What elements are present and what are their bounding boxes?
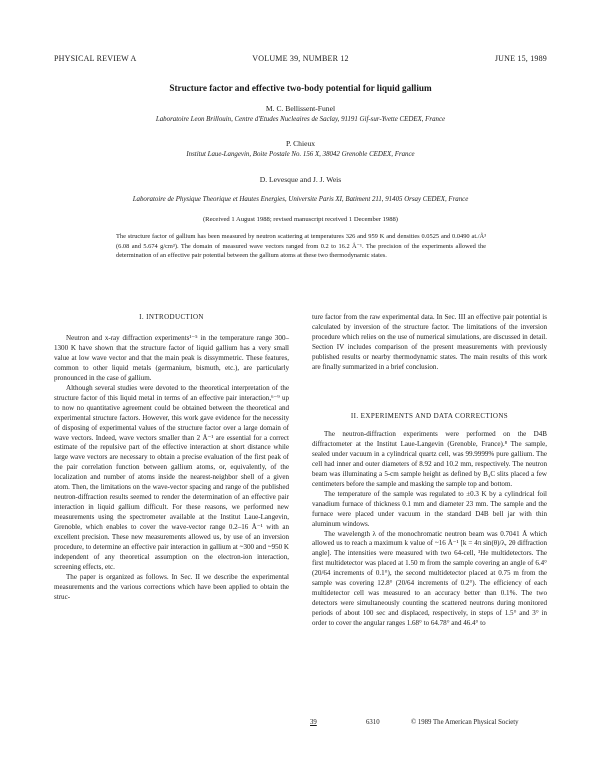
copyright-notice: © 1989 The American Physical Society bbox=[411, 719, 519, 726]
paragraph: The wavelength λ of the monochromatic neutron beam was 0.7041 Å which allowed us to reach a maximum k value of ~16 Å⁻¹ [k = 4π sin(θ)/λ, 2θ diffraction angle]. The intensities were measured with two 64-cell, ³He multidetectors. The first multidetector was placed at 1.50 m from the sample covering an angle of 6.4° (20/64 increments of 0.1°), the second multidetector placed at 0.75 m from the sample was covering 12.8° (20/64 increments of 0.2°). The efficiency of each multidetector cell was measured to an accuracy better than 0.1%. The two detectors were simultaneously counting the scattered neutrons during monitored periods of about 100 sec and displaced, respectively, in steps of 1.5° and 3° in order to cover the angular ranges 1.68° to 64.78° and 46.4° to bbox=[312, 529, 547, 628]
section-heading-introduction: I. INTRODUCTION bbox=[139, 313, 204, 321]
journal-name: PHYSICAL REVIEW A bbox=[54, 54, 137, 63]
author-name: P. Chieux bbox=[285, 139, 316, 148]
abstract: The structure factor of gallium has been measured by neutron scattering at temperatures 326 and 959 K and densities 0.0525 and 0.0490 at./Å³ (6.08 and 5.674 g/cm³). The domain of measured wave vectors ranged from 0.2 to 16.2 Å⁻¹. The precision of the experiments allowed the determination of an effective pair potential between the gallium atoms at these two thermodynamic states. bbox=[116, 233, 486, 260]
right-column-top bbox=[312, 313, 547, 373]
author-affiliation: Laboratoire Leon Brillouin, Centre d'Etudes Nucleaires de Saclay, 91191 Gif-sur-Yvette CEDEX, France bbox=[155, 116, 446, 123]
right-column-bottom bbox=[312, 430, 547, 629]
paper-title: Structure factor and effective two-body potential for liquid gallium bbox=[169, 83, 432, 93]
section-heading-experiments: II. EXPERIMENTS AND DATA CORRECTIONS bbox=[350, 412, 509, 420]
left-column bbox=[54, 334, 289, 603]
paragraph: The temperature of the sample was regulated to ±0.3 K by a cylindrical foil vanadium furnace of thickness 0.1 mm and diameter 23 mm. The sample and the furnace were placed under vacuum in the standard D4B bell jar with thin aluminum windows. bbox=[312, 489, 547, 528]
paragraph: ture factor from the raw experimental data. In Sec. III an effective pair potential is calculated by inversion of the structure factor. The limitations of the inversion procedure which relies on the use of numerical simulations, are discussed in detail. Section IV includes comparison of the present measurements with previously published results or nearby thermodynamic states. The main results of this work are finally summarized in a brief conclusion. bbox=[312, 313, 547, 371]
issue-date: JUNE 15, 1989 bbox=[494, 54, 547, 63]
received-dates: (Received 1 August 1988; revised manuscript received 1 December 1988) bbox=[202, 216, 398, 223]
author-affiliation: Institut Laue-Langevin, Boite Postale No. 156 X, 38042 Grenoble CEDEX, France bbox=[186, 151, 415, 158]
author-affiliation: Laboratoire de Physique Theorique et Hautes Energies, Universite Paris XI, Batiment 211, 91405 Orsay CEDEX, France bbox=[132, 196, 469, 203]
author-name: M. C. Bellissent-Funel bbox=[265, 104, 336, 113]
page-footer bbox=[54, 719, 547, 731]
volume-number: VOLUME 39, NUMBER 12 bbox=[252, 54, 349, 63]
paragraph: Although several studies were devoted to the theoretical interpretation of the structure factor of this liquid metal in terms of an effective pair interaction,⁶⁻⁹ up to now no quantitative agreement could be obtained between the theoretical and experimental structure factors. However, this work gave evidence for the necessity of disposing of experimental values of the structure factor over a large domain of wave vectors. Indeed, wave vectors smaller than 2 Å⁻¹ are essential for a correct estimate of the repulsive part of the effective interaction at short distance while large wave vectors are necessary to obtain a precise evaluation of the first peak of the pair correlation function between gallium atoms, or, equivalently, of the localization and number of atoms inside the nearest-neighbor shell of a given atom. Then, the limitations on the wave-vector spacing and range of the published neutron-diffraction results seemed to render the determination of an effective pair interaction in liquid gallium difficult. For these reasons, we performed new measurements using the spectrometer available at the Institut Laue-Langevin, Grenoble, which enables to cover the wave-vector range 0.2–16 Å⁻¹ with an excellent precision. These new measurements allowed us, by use of an inversion procedure, to determine an effective pair interaction in gallium at ~300 and ~950 K independent of any theoretical assumption on the electron-ion interaction, screening effects, etc. bbox=[54, 383, 289, 571]
volume-reference: 39 bbox=[310, 719, 317, 726]
running-header bbox=[54, 54, 547, 68]
paragraph: Neutron and x-ray diffraction experiments¹⁻⁵ in the temperature range 300–1300 K have shown that the structure factor of liquid gallium has a very small value at low wave vector and that the main peak is dissymmetric. These features, common to other liquid metals (germanium, bismuth, etc.), are particularly pronounced in the case of gallium. bbox=[54, 334, 289, 382]
paragraph: The neutron-diffraction experiments were performed on the D4B diffractometer at the Institut Laue-Langevin (Grenoble, France).⁸ The sample, sealed under vacuum in a cylindrical quartz cell, was 99.9999% pure gallium. The cell had inner and outer diameters of 8.92 and 10.2 mm, respectively. The neutron beam was illuminating a 5-cm sample height as defined by B₄C slits placed a few centimeters before the sample and masking the sample top and bottom. bbox=[312, 430, 547, 488]
author-name: D. Levesque and J. J. Weis bbox=[259, 175, 342, 184]
paragraph: The paper is organized as follows. In Sec. II we describe the experimental measurements and the various corrections which have been applied to obtain the struc- bbox=[54, 572, 289, 601]
page-number: 6310 bbox=[366, 719, 380, 726]
